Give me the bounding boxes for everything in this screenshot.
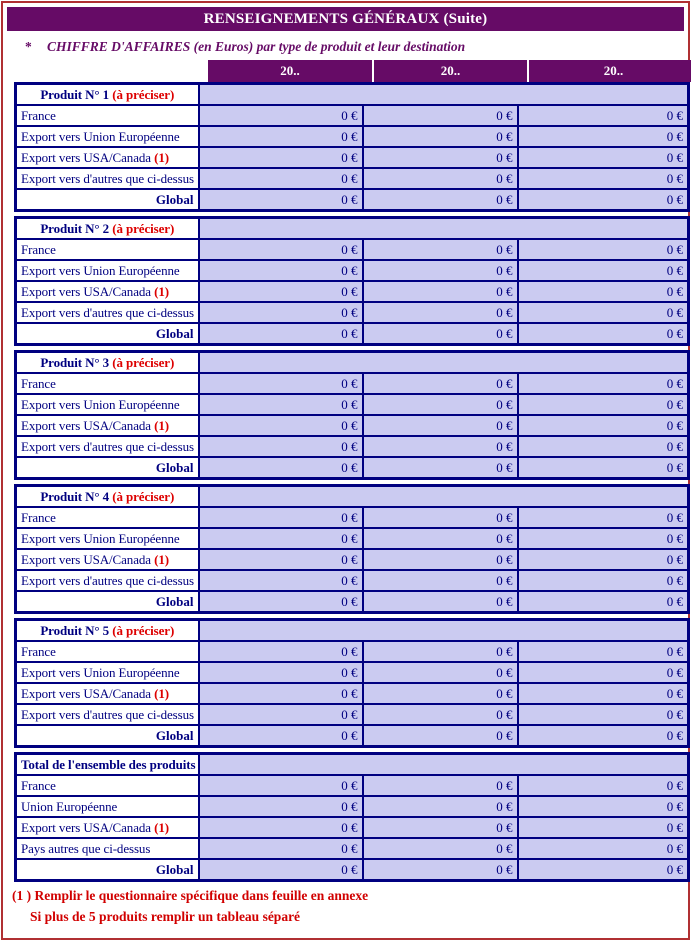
- global-value-cell[interactable]: 0 €: [199, 189, 363, 211]
- global-row: [16, 859, 689, 881]
- value-cell[interactable]: 0 €: [199, 549, 363, 570]
- sections-container: [14, 82, 687, 882]
- global-value-cell[interactable]: 0 €: [518, 189, 689, 211]
- value-cell[interactable]: 0 €: [363, 796, 518, 817]
- section-title-row: [16, 486, 689, 508]
- page-title: RENSEIGNEMENTS GÉNÉRAUX (Suite): [7, 7, 684, 31]
- value-cell[interactable]: 0 €: [199, 775, 363, 796]
- value-cell[interactable]: 0 €: [363, 838, 518, 859]
- row-label: Export vers d'autres que ci-dessus: [21, 304, 194, 320]
- row-label-cell: [16, 796, 199, 817]
- product-name-input-cell[interactable]: [199, 620, 689, 642]
- value-cell[interactable]: 0 €: [363, 641, 518, 662]
- value-cell[interactable]: 0 €: [363, 302, 518, 323]
- value-cell[interactable]: 0 €: [363, 528, 518, 549]
- row-label: Export vers USA/Canada: [21, 819, 151, 835]
- global-label-cell: Global: [16, 859, 199, 881]
- tables-container: [14, 60, 687, 882]
- row-label-cell: [16, 281, 199, 302]
- value-cell[interactable]: 0 €: [363, 147, 518, 168]
- row-label-cell: [16, 570, 199, 591]
- value-cell[interactable]: 0 €: [363, 683, 518, 704]
- global-value-cell[interactable]: 0 €: [363, 725, 518, 747]
- value-cell[interactable]: 0 €: [363, 394, 518, 415]
- row-label-cell: [16, 775, 199, 796]
- section-title-cell: [16, 754, 199, 776]
- section-title-cell: [16, 486, 199, 508]
- row-label-cell: [16, 507, 199, 528]
- value-cell[interactable]: 0 €: [363, 260, 518, 281]
- value-cell[interactable]: 0 €: [518, 415, 689, 436]
- product-name-input-cell[interactable]: [199, 218, 689, 240]
- section-table-produit-4: [14, 484, 690, 614]
- data-row: [16, 436, 689, 457]
- row-label-note: (1): [150, 819, 169, 835]
- value-cell[interactable]: 0 €: [518, 528, 689, 549]
- data-row: [16, 394, 689, 415]
- row-label: Export vers Union Européenne: [21, 396, 180, 412]
- year-header-row: [208, 60, 691, 82]
- section-title: Produit N° 5: [40, 622, 110, 638]
- data-row: [16, 549, 689, 570]
- value-cell[interactable]: 0 €: [199, 704, 363, 725]
- value-cell[interactable]: 0 €: [199, 507, 363, 528]
- section-title: Produit N° 3: [40, 354, 110, 370]
- section-title-row: [16, 352, 689, 374]
- value-cell[interactable]: 0 €: [199, 662, 363, 683]
- data-row: [16, 662, 689, 683]
- data-row: [16, 302, 689, 323]
- global-label-cell: Global: [16, 457, 199, 479]
- section-table-produit-3: [14, 350, 690, 480]
- section-heading-text: CHIFFRE D'AFFAIRES (en Euros) par type de produit et leur destination: [47, 39, 466, 54]
- row-label-note: (1): [150, 283, 169, 299]
- value-cell[interactable]: 0 €: [363, 105, 518, 126]
- data-row: [16, 147, 689, 168]
- section-table-produit-5: [14, 618, 690, 748]
- row-label-cell: [16, 641, 199, 662]
- row-label: Export vers Union Européenne: [21, 530, 180, 546]
- row-label: Export vers Union Européenne: [21, 262, 180, 278]
- value-cell[interactable]: 0 €: [363, 704, 518, 725]
- data-row: [16, 796, 689, 817]
- value-cell[interactable]: 0 €: [363, 239, 518, 260]
- value-cell[interactable]: 0 €: [363, 168, 518, 189]
- data-row: [16, 683, 689, 704]
- value-cell[interactable]: 0 €: [199, 570, 363, 591]
- value-cell[interactable]: 0 €: [518, 641, 689, 662]
- global-value-cell[interactable]: 0 €: [363, 457, 518, 479]
- global-value-cell[interactable]: 0 €: [363, 591, 518, 613]
- global-value-cell[interactable]: 0 €: [199, 591, 363, 613]
- global-value-cell[interactable]: 0 €: [199, 457, 363, 479]
- row-label-cell: [16, 683, 199, 704]
- global-row: [16, 725, 689, 747]
- data-row: [16, 373, 689, 394]
- value-cell[interactable]: 0 €: [199, 641, 363, 662]
- value-cell[interactable]: 0 €: [199, 394, 363, 415]
- value-cell[interactable]: 0 €: [199, 147, 363, 168]
- footnote-line: Si plus de 5 produits remplir un tableau séparé: [30, 909, 301, 924]
- row-label: Export vers d'autres que ci-dessus: [21, 170, 194, 186]
- value-cell[interactable]: 0 €: [518, 838, 689, 859]
- data-row: [16, 126, 689, 147]
- section-title-note: (à préciser): [109, 354, 175, 370]
- row-label: Export vers d'autres que ci-dessus: [21, 438, 194, 454]
- value-cell[interactable]: 0 €: [518, 662, 689, 683]
- value-cell[interactable]: 0 €: [518, 105, 689, 126]
- row-label-note: (1): [150, 685, 169, 701]
- row-label-note: (1): [150, 149, 169, 165]
- data-row: [16, 239, 689, 260]
- value-cell[interactable]: 0 €: [363, 662, 518, 683]
- value-cell[interactable]: 0 €: [199, 838, 363, 859]
- global-label-cell: Global: [16, 189, 199, 211]
- value-cell[interactable]: 0 €: [518, 796, 689, 817]
- value-cell[interactable]: 0 €: [518, 373, 689, 394]
- row-label: Export vers Union Européenne: [21, 128, 180, 144]
- value-cell[interactable]: 0 €: [518, 147, 689, 168]
- value-cell[interactable]: 0 €: [363, 775, 518, 796]
- section-title: Produit N° 4: [40, 488, 110, 504]
- row-label-cell: [16, 239, 199, 260]
- section-table-total-ensemble: [14, 752, 690, 882]
- global-label-cell: Global: [16, 591, 199, 613]
- section-title: Produit N° 1: [40, 86, 110, 102]
- value-cell[interactable]: 0 €: [363, 126, 518, 147]
- row-label: Export vers Union Européenne: [21, 664, 180, 680]
- row-label-cell: [16, 436, 199, 457]
- row-label-cell: [16, 147, 199, 168]
- value-cell[interactable]: 0 €: [518, 168, 689, 189]
- product-name-input-cell[interactable]: [199, 754, 689, 776]
- data-row: [16, 817, 689, 838]
- global-value-cell[interactable]: 0 €: [518, 323, 689, 345]
- value-cell[interactable]: 0 €: [518, 260, 689, 281]
- value-cell[interactable]: 0 €: [363, 415, 518, 436]
- section-title-row: [16, 620, 689, 642]
- row-label-cell: [16, 838, 199, 859]
- section-heading: [25, 39, 688, 55]
- value-cell[interactable]: 0 €: [518, 239, 689, 260]
- section-title-row: [16, 218, 689, 240]
- product-name-input-cell[interactable]: [199, 84, 689, 106]
- row-label-cell: [16, 105, 199, 126]
- row-label-cell: [16, 168, 199, 189]
- global-value-cell[interactable]: 0 €: [363, 189, 518, 211]
- value-cell[interactable]: 0 €: [518, 281, 689, 302]
- row-label: Pays autres que ci-dessus: [21, 840, 151, 856]
- row-label-cell: [16, 662, 199, 683]
- global-value-cell[interactable]: 0 €: [363, 323, 518, 345]
- year-header-cell[interactable]: 20..: [527, 60, 691, 82]
- row-label: France: [21, 777, 56, 793]
- value-cell[interactable]: 0 €: [518, 775, 689, 796]
- section-title-cell: [16, 352, 199, 374]
- value-cell[interactable]: 0 €: [518, 436, 689, 457]
- section-title-note: (à préciser): [109, 220, 175, 236]
- value-cell[interactable]: 0 €: [518, 817, 689, 838]
- row-label-cell: [16, 817, 199, 838]
- year-header-cell[interactable]: 20..: [372, 60, 527, 82]
- data-row: [16, 838, 689, 859]
- value-cell[interactable]: 0 €: [363, 436, 518, 457]
- value-cell[interactable]: 0 €: [518, 507, 689, 528]
- global-label-cell: Global: [16, 323, 199, 345]
- value-cell[interactable]: 0 €: [199, 302, 363, 323]
- global-row: [16, 457, 689, 479]
- value-cell[interactable]: 0 €: [518, 302, 689, 323]
- section-table-produit-1: [14, 82, 690, 212]
- section-title-cell: [16, 84, 199, 106]
- section-title-note: (à préciser): [109, 86, 175, 102]
- global-value-cell[interactable]: 0 €: [363, 859, 518, 881]
- value-cell[interactable]: 0 €: [363, 507, 518, 528]
- row-label: France: [21, 241, 56, 257]
- product-name-input-cell[interactable]: [199, 352, 689, 374]
- global-value-cell[interactable]: 0 €: [199, 323, 363, 345]
- asterisk-marker: *: [25, 39, 32, 54]
- row-label-cell: [16, 302, 199, 323]
- row-label: France: [21, 375, 56, 391]
- data-row: [16, 105, 689, 126]
- value-cell[interactable]: 0 €: [363, 373, 518, 394]
- form-page: [1, 1, 690, 940]
- value-cell[interactable]: 0 €: [199, 168, 363, 189]
- data-row: [16, 570, 689, 591]
- row-label-cell: [16, 394, 199, 415]
- global-value-cell[interactable]: 0 €: [518, 457, 689, 479]
- product-name-input-cell[interactable]: [199, 486, 689, 508]
- global-row: [16, 591, 689, 613]
- row-label: Export vers USA/Canada: [21, 685, 151, 701]
- value-cell[interactable]: 0 €: [363, 549, 518, 570]
- row-label: France: [21, 643, 56, 659]
- global-value-cell[interactable]: 0 €: [518, 725, 689, 747]
- data-row: [16, 281, 689, 302]
- value-cell[interactable]: 0 €: [199, 796, 363, 817]
- data-row: [16, 507, 689, 528]
- value-cell[interactable]: 0 €: [518, 549, 689, 570]
- data-row: [16, 704, 689, 725]
- value-cell[interactable]: 0 €: [199, 260, 363, 281]
- data-row: [16, 528, 689, 549]
- data-row: [16, 260, 689, 281]
- value-cell[interactable]: 0 €: [199, 281, 363, 302]
- row-label: France: [21, 107, 56, 123]
- footnotes: [12, 888, 688, 925]
- global-row: [16, 323, 689, 345]
- row-label-cell: [16, 260, 199, 281]
- section-title-row: [16, 754, 689, 776]
- data-row: [16, 641, 689, 662]
- section-table-produit-2: [14, 216, 690, 346]
- row-label: Union Européenne: [21, 798, 118, 814]
- section-title: Produit N° 2: [40, 220, 110, 236]
- year-header-cell[interactable]: 20..: [208, 60, 372, 82]
- row-label-note: (1): [150, 417, 169, 433]
- value-cell[interactable]: 0 €: [199, 126, 363, 147]
- value-cell[interactable]: 0 €: [363, 817, 518, 838]
- row-label-cell: [16, 528, 199, 549]
- value-cell[interactable]: 0 €: [518, 683, 689, 704]
- row-label: France: [21, 509, 56, 525]
- data-row: [16, 775, 689, 796]
- footnote-line: (1 ) Remplir le questionnaire spécifique dans feuille en annexe: [12, 888, 369, 903]
- data-row: [16, 168, 689, 189]
- value-cell[interactable]: 0 €: [518, 394, 689, 415]
- data-row: [16, 415, 689, 436]
- value-cell[interactable]: 0 €: [199, 436, 363, 457]
- section-title-note: (à préciser): [109, 622, 175, 638]
- global-value-cell[interactable]: 0 €: [199, 859, 363, 881]
- row-label-cell: [16, 126, 199, 147]
- section-title-note: (à préciser): [109, 488, 175, 504]
- value-cell[interactable]: 0 €: [518, 570, 689, 591]
- section-title-cell: [16, 620, 199, 642]
- value-cell[interactable]: 0 €: [518, 704, 689, 725]
- value-cell[interactable]: 0 €: [199, 683, 363, 704]
- row-label: Export vers USA/Canada: [21, 417, 151, 433]
- global-value-cell[interactable]: 0 €: [518, 591, 689, 613]
- value-cell[interactable]: 0 €: [199, 415, 363, 436]
- row-label: Export vers d'autres que ci-dessus: [21, 706, 194, 722]
- global-value-cell[interactable]: 0 €: [199, 725, 363, 747]
- value-cell[interactable]: 0 €: [518, 126, 689, 147]
- row-label: Export vers USA/Canada: [21, 283, 151, 299]
- global-row: [16, 189, 689, 211]
- row-label-cell: [16, 415, 199, 436]
- row-label-cell: [16, 549, 199, 570]
- row-label: Export vers USA/Canada: [21, 551, 151, 567]
- value-cell[interactable]: 0 €: [363, 281, 518, 302]
- row-label-cell: [16, 373, 199, 394]
- value-cell[interactable]: 0 €: [199, 105, 363, 126]
- value-cell[interactable]: 0 €: [199, 373, 363, 394]
- section-title: Total de l'ensemble des produits: [21, 756, 196, 772]
- row-label-cell: [16, 704, 199, 725]
- value-cell[interactable]: 0 €: [199, 528, 363, 549]
- section-title-cell: [16, 218, 199, 240]
- global-value-cell[interactable]: 0 €: [518, 859, 689, 881]
- value-cell[interactable]: 0 €: [199, 817, 363, 838]
- global-label-cell: Global: [16, 725, 199, 747]
- value-cell[interactable]: 0 €: [363, 570, 518, 591]
- row-label: Export vers d'autres que ci-dessus: [21, 572, 194, 588]
- row-label: Export vers USA/Canada: [21, 149, 151, 165]
- section-title-row: [16, 84, 689, 106]
- row-label-note: (1): [150, 551, 169, 567]
- value-cell[interactable]: 0 €: [199, 239, 363, 260]
